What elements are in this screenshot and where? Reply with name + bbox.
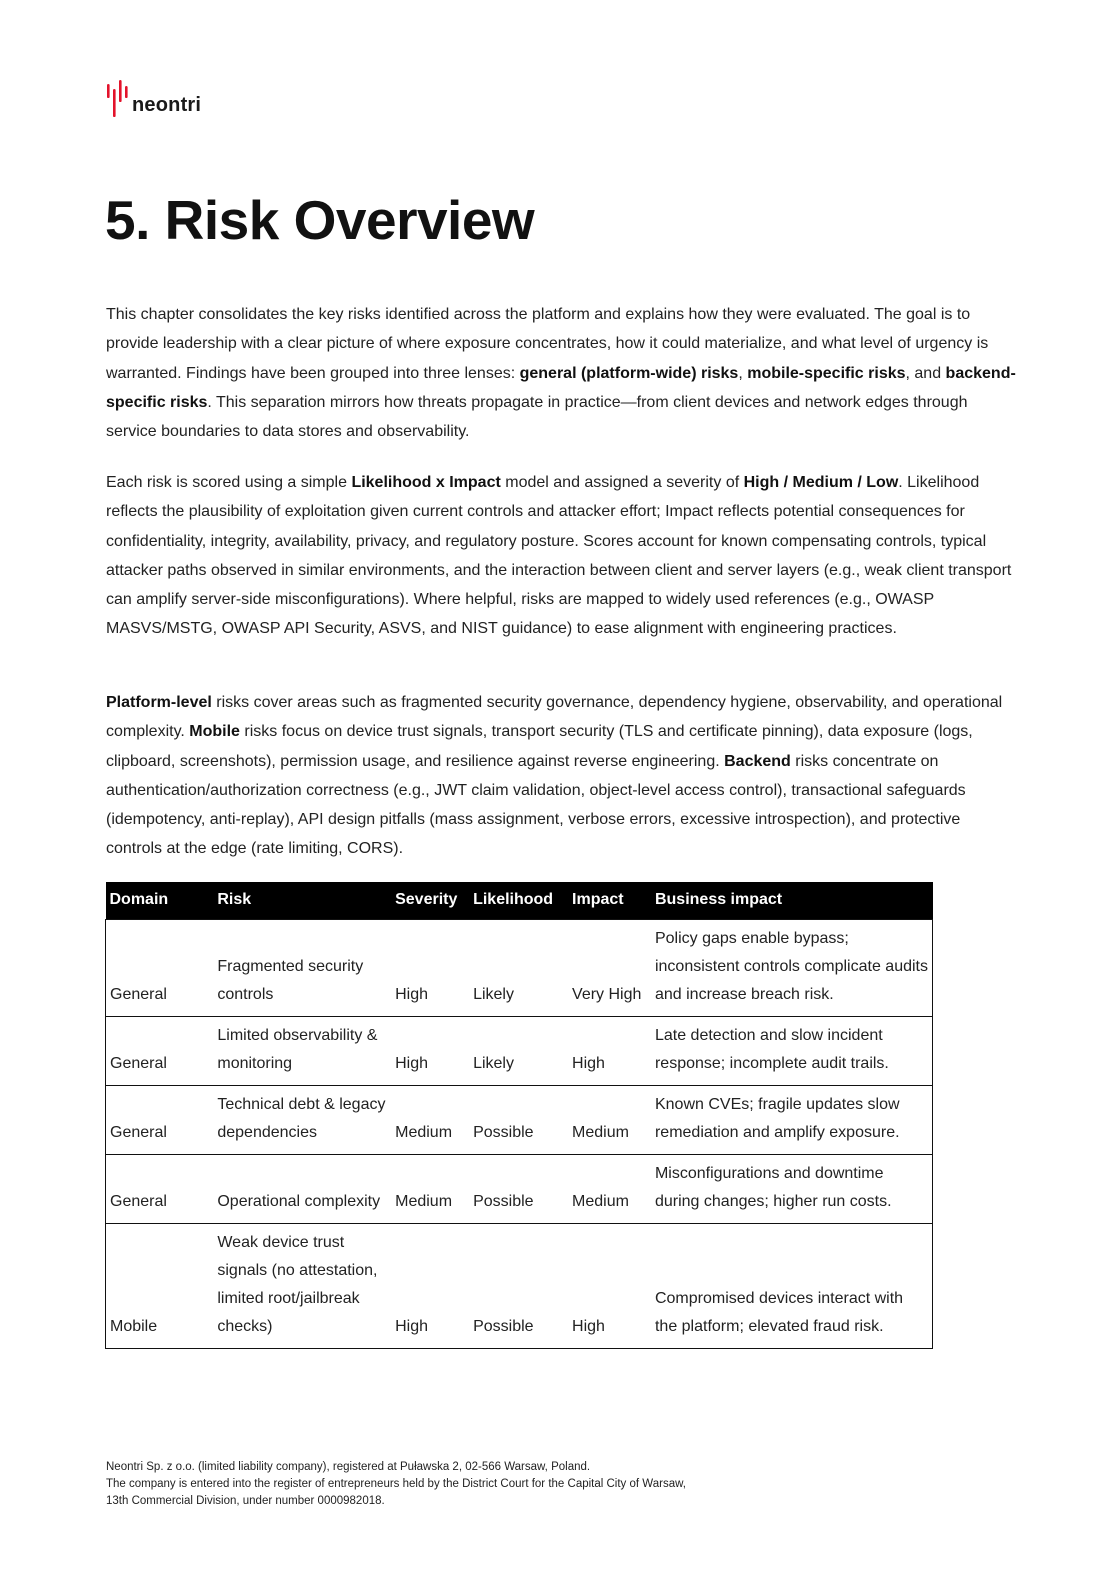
table-row xyxy=(106,1016,933,1085)
footer-line: The company is entered into the register of entrepreneurs held by the District Court for the Capital City of Warsaw, xyxy=(106,1478,686,1490)
header-domain: Domain xyxy=(106,882,214,919)
table-row xyxy=(106,919,933,1016)
footer-line: Neontri Sp. z o.o. (limited liability company), registered at Puławska 2, 02-566 Warsaw, Poland. xyxy=(106,1461,591,1473)
header-likelihood: Likelihood xyxy=(469,882,568,919)
header-severity: Severity xyxy=(391,882,469,919)
paragraph-text: . Likelihood reflects the plausibility of exploitation given current controls and attacker effort; Impact reflects potential consequences for confidentiality, integrity, availability, privacy, and regulatory posture. Scores account for known compensating controls, typical attacker paths observed in similar environments, and the interaction between client and server layers (e.g., weak client transport can amplify server-side misconfigurations). Where helpful, risks are mapped to widely used references (e.g., OWASP MASVS/MSTG, OWASP API Security, ASVS, and NIST guidance) to ease alignment with engineering practices. xyxy=(106,474,1012,638)
cell-severity: Medium xyxy=(391,1154,469,1223)
cell-impact: High xyxy=(568,1016,651,1085)
paragraph-text: model and assigned a severity of xyxy=(500,474,744,491)
cell-impact: Very High xyxy=(568,919,651,1016)
cell-risk: Fragmented security controls xyxy=(213,919,391,1016)
cell-severity: Medium xyxy=(391,1085,469,1154)
scope-paragraph xyxy=(106,688,1016,864)
cell-domain: General xyxy=(106,919,214,1016)
emphasis-text: High / Medium / Low xyxy=(743,474,899,491)
emphasis-text: Mobile xyxy=(189,723,240,741)
cell-business-impact: Known CVEs; fragile updates slow remediation and amplify exposure. xyxy=(651,1085,933,1154)
brand-name: neontri xyxy=(132,94,202,116)
cell-likelihood: Likely xyxy=(469,919,568,1016)
cell-domain: Mobile xyxy=(106,1223,214,1348)
paragraph-text: This chapter consolidates the key risks identified across the platform and explains how they were evaluated. The goal is to provide leadership with a clear picture of where exposure concentrates, how it could materialize, and what level of urgency is warranted. Findings have been grouped into three lenses: xyxy=(106,306,989,382)
emphasis-text: Backend xyxy=(724,752,791,770)
paragraph-text: , xyxy=(738,364,748,382)
table-row xyxy=(106,1085,933,1154)
cell-domain: General xyxy=(106,1085,214,1154)
header-impact: Impact xyxy=(568,882,651,919)
cell-business-impact: Misconfigurations and downtime during changes; higher run costs. xyxy=(651,1154,933,1223)
footer-line: 13th Commercial Division, under number 0000982018. xyxy=(106,1495,385,1507)
cell-severity: High xyxy=(391,919,469,1016)
cell-risk: Technical debt & legacy dependencies xyxy=(213,1085,391,1154)
cell-business-impact: Policy gaps enable bypass; inconsistent controls complicate audits and increase breach risk. xyxy=(651,919,933,1016)
emphasis-text: Likelihood x Impact xyxy=(351,474,501,491)
cell-risk: Limited observability & monitoring xyxy=(213,1016,391,1085)
cell-likelihood: Possible xyxy=(469,1085,568,1154)
risk-table-header xyxy=(106,882,933,919)
cell-impact: High xyxy=(568,1223,651,1348)
cell-likelihood: Possible xyxy=(469,1223,568,1348)
cell-business-impact: Late detection and slow incident response; incomplete audit trails. xyxy=(651,1016,933,1085)
paragraph-text: . This separation mirrors how threats propagate in practice—from client devices and network edges through service boundaries to data stores and observability. xyxy=(106,393,968,441)
header-risk: Risk xyxy=(213,882,391,919)
paragraph-text: risks cover areas such as fragmented security governance, dependency hygiene, observability, and operational complexity. xyxy=(106,694,1003,741)
paragraph-text: risks concentrate on authentication/authorization correctness (e.g., JWT claim validation, object-level access control), transactional safeguards (idempotency, anti-replay), API design pitfalls (mass assignment, verbose errors, excessive introspection), and protective controls at the edge (rate limiting, CORS). xyxy=(106,752,966,858)
cell-risk: Weak device trust signals (no attestation, limited root/jailbreak checks) xyxy=(213,1223,391,1348)
cell-domain: General xyxy=(106,1154,214,1223)
cell-business-impact: Compromised devices interact with the platform; elevated fraud risk. xyxy=(651,1223,933,1348)
paragraph-text: , and xyxy=(905,364,946,382)
paragraph-text: Each risk is scored using a simple xyxy=(106,474,352,491)
emphasis-text: general (platform-wide) risks xyxy=(519,364,739,382)
paragraph-text: risks focus on device trust signals, transport security (TLS and certificate pinning), data exposure (logs, clipboard, screenshots), permission usage, and resilience against reverse engineering. xyxy=(106,723,973,770)
emphasis-text: Platform-level xyxy=(106,694,212,711)
risk-table xyxy=(105,882,933,1349)
table-row xyxy=(106,1223,933,1348)
cell-severity: High xyxy=(391,1223,469,1348)
table-row xyxy=(106,1154,933,1223)
page-title: 5. Risk Overview xyxy=(105,189,535,251)
cell-likelihood: Possible xyxy=(469,1154,568,1223)
header-business-impact: Business impact xyxy=(651,882,933,919)
cell-impact: Medium xyxy=(568,1154,651,1223)
scoring-paragraph xyxy=(106,468,1016,644)
emphasis-text: backend-specific risks xyxy=(106,364,1016,411)
cell-likelihood: Likely xyxy=(469,1016,568,1085)
brand-logo xyxy=(106,80,201,118)
legal-footer xyxy=(106,1459,686,1510)
intro-paragraph xyxy=(106,300,1016,446)
cell-domain: General xyxy=(106,1016,214,1085)
cell-risk: Operational complexity xyxy=(213,1154,391,1223)
cell-impact: Medium xyxy=(568,1085,651,1154)
emphasis-text: mobile-specific risks xyxy=(747,364,906,382)
cell-severity: High xyxy=(391,1016,469,1085)
